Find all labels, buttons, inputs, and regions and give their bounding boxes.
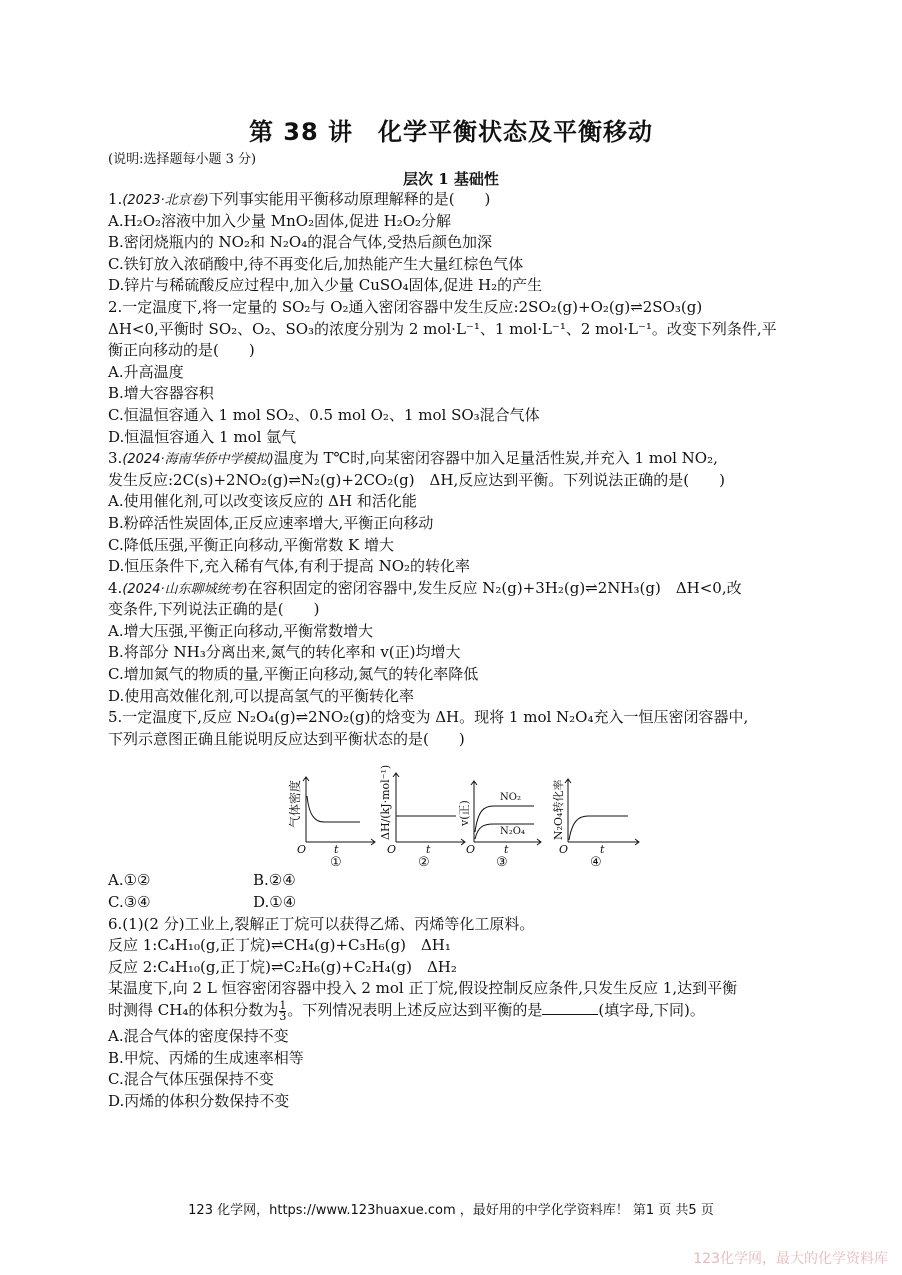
q6-stem-line4: 某温度下,向 2 L 恒容密闭容器中投入 2 mol 正丁烷,假设控制反应条件,只发生反应 1,达到平衡 — [108, 979, 738, 998]
q3-option-a: A.使用催化剂,可以改变该反应的 ΔH 和活化能 — [108, 492, 417, 511]
figure-1-xlabel: t — [334, 843, 339, 857]
q2-option-c: C.恒温恒容通入 1 mol SO₂、0.5 mol O₂、1 mol SO₃混合气体 — [108, 405, 540, 424]
q4-source: (2024·山东聊城统考) — [122, 581, 248, 597]
fraction-one-third: $\frac{1}{3}$ — [279, 998, 287, 1023]
figure-3-n2o4-label: N₂O₄ — [500, 826, 525, 838]
figure-3-origin: O — [466, 843, 476, 857]
q5-graphs — [278, 756, 728, 868]
figure-3-no2-label: NO₂ — [500, 792, 521, 804]
figure-4-ylabel: N₂O₄转化率 — [552, 779, 565, 841]
q1-source: (2023·北京卷) — [122, 193, 209, 208]
q5-stem-line1: 5.一定温度下,反应 N₂O₄(g)⇌2NO₂(g)的焓变为 ΔH。现将 1 mol N₂O₄充入一恒压密闭容器中, — [108, 708, 749, 727]
q4-option-a: A.增大压强,平衡正向移动,平衡常数增大 — [108, 621, 374, 640]
q2-option-a: A.升高温度 — [108, 362, 184, 381]
q1-option-c: C.铁钉放入浓硝酸中,待不再变化后,加热能产生大量红棕色气体 — [108, 254, 524, 273]
q6-option-c: C.混合气体压强保持不变 — [108, 1070, 274, 1089]
q5-option-a: A.①② — [108, 871, 151, 890]
q5-options-row-2 — [108, 892, 798, 914]
figure-1-density-graph — [287, 777, 375, 868]
q4-option-c: C.增加氮气的物质的量,平衡正向移动,氮气的转化率降低 — [108, 665, 479, 684]
q4-option-b: B.将部分 NH₃分离出来,氮气的转化率和 v(正)均增大 — [108, 643, 461, 662]
q3-option-b: B.粉碎活性炭固体,正反应速率增大,平衡正向移动 — [108, 513, 434, 532]
q3-source: (2024·海南华侨中学模拟) — [122, 452, 274, 468]
watermark: 123化学网，最大的化学资料库 — [693, 1251, 888, 1267]
figure-1-origin: O — [297, 843, 307, 857]
q5-options-row-1 — [108, 870, 798, 892]
q6-option-b: B.甲烷、丙烯的生成速率相等 — [108, 1048, 304, 1067]
q2-stem-line2: ΔH<0,平衡时 SO₂、O₂、SO₃的浓度分别为 2 mol·L⁻¹、1 mol·L⁻¹、2 mol·L⁻¹。改变下列条件,平 — [108, 319, 777, 338]
level-heading: 层次 1 基础性 — [403, 170, 499, 188]
q5-option-c: C.③④ — [108, 893, 151, 912]
q2-option-d: D.恒温恒容通入 1 mol 氩气 — [108, 427, 297, 446]
figure-3-xlabel: t — [504, 843, 509, 857]
q2-stem-line3: 衡正向移动的是( ) — [108, 341, 255, 360]
q5-option-d: D.①④ — [253, 893, 297, 912]
q3-stem-line2: 发生反应:2C(s)+2NO₂(g)⇌N₂(g)+2CO₂(g) ΔH,反应达到平衡。下列说法正确的是( ) — [108, 470, 725, 489]
q6-option-a: A.混合气体的密度保持不变 — [108, 1027, 289, 1045]
page-title: 第 38 讲 化学平衡状态及平衡移动 — [248, 118, 654, 146]
figure-3-ylabel: v(正) — [458, 800, 471, 827]
figure-2-enthalpy-graph — [379, 765, 465, 868]
answer-blank[interactable] — [542, 1000, 598, 1015]
q6-stem-line5: 时测得 CH₄的体积分数为 $\frac{1}{3}$ 。下列情况表明上述反应达到平衡的是 (填字母,下同)。 — [108, 998, 705, 1023]
q4-stem-line1: 4.(2024·山东聊城统考)在容积固定的密闭容器中,发生反应 N₂(g)+3H₂(g)⇌2NH₃(g) ΔH<0,改 — [108, 578, 742, 597]
figure-2-xlabel: t — [426, 843, 431, 857]
q1-stem: 1.(2023·北京卷)下列事实能用平衡移动原理解释的是( ) — [108, 190, 491, 208]
q6-stem-line1: 6.(1)(2 分)工业上,裂解正丁烷可以获得乙烯、丙烯等化工原料。 — [108, 914, 535, 933]
figure-4-caption: ④ — [590, 855, 602, 869]
q1-option-d: D.锌片与稀硫酸反应过程中,加入少量 CuSO₄固体,促进 H₂的产生 — [108, 276, 543, 295]
q6-reaction-2: 反应 2:C₄H₁₀(g,正丁烷)⇌C₂H₆(g)+C₂H₄(g) ΔH₂ — [108, 957, 457, 976]
q5-option-b: B.②④ — [253, 871, 296, 890]
figure-1-ylabel: 气体密度 — [288, 780, 302, 829]
scoring-note: (说明:选择题每小题 3 分) — [108, 152, 257, 167]
figure-2-ylabel: ΔH/(kJ·mol⁻¹) — [379, 765, 392, 841]
q1-option-b: B.密闭烧瓶内的 NO₂和 N₂O₄的混合气体,受热后颜色加深 — [108, 233, 492, 252]
figure-4-origin: O — [559, 843, 569, 857]
figure-3-rate-graph — [458, 781, 541, 868]
q5-figures — [108, 756, 798, 868]
q4-stem-line2: 变条件,下列说法正确的是( ) — [108, 600, 320, 619]
figure-2-origin: O — [387, 843, 397, 857]
question-list — [108, 189, 798, 1112]
q2-stem-line1: 2.一定温度下,将一定量的 SO₂与 O₂通入密闭容器中发生反应:2SO₂(g)+O₂(g)⇌2SO₃(g) — [108, 297, 703, 316]
q3-option-c: C.降低压强,平衡正向移动,平衡常数 K 增大 — [108, 535, 394, 554]
figure-3-caption: ③ — [496, 855, 508, 869]
figure-4-xlabel: t — [600, 843, 605, 857]
q6-option-d: D.丙烯的体积分数保持不变 — [108, 1091, 290, 1110]
q5-stem-line2: 下列示意图正确且能说明反应达到平衡状态的是( ) — [108, 729, 465, 748]
page-footer: 123 化学网，https://www.123huaxue.com ，最好用的中学化学资料库！ 第1 页 共5 页 — [188, 1203, 714, 1218]
figure-2-caption: ② — [418, 855, 430, 869]
q4-option-d: D.使用高效催化剂,可以提高氢气的平衡转化率 — [108, 686, 415, 705]
q3-option-d: D.恒压条件下,充入稀有气体,有利于提高 NO₂的转化率 — [108, 557, 471, 576]
q6-reaction-1: 反应 1:C₄H₁₀(g,正丁烷)⇌CH₄(g)+C₃H₆(g) ΔH₁ — [108, 936, 451, 955]
figure-1-caption: ① — [330, 855, 342, 869]
q1-option-a: A.H₂O₂溶液中加入少量 MnO₂固体,促进 H₂O₂分解 — [108, 211, 452, 230]
q2-option-b: B.增大容器容积 — [108, 384, 214, 403]
q3-stem-line1: 3.(2024·海南华侨中学模拟)温度为 T℃时,向某密闭容器中加入足量活性炭,并充入 1 mol NO₂, — [108, 449, 718, 468]
figure-4-conversion-graph — [551, 779, 639, 868]
